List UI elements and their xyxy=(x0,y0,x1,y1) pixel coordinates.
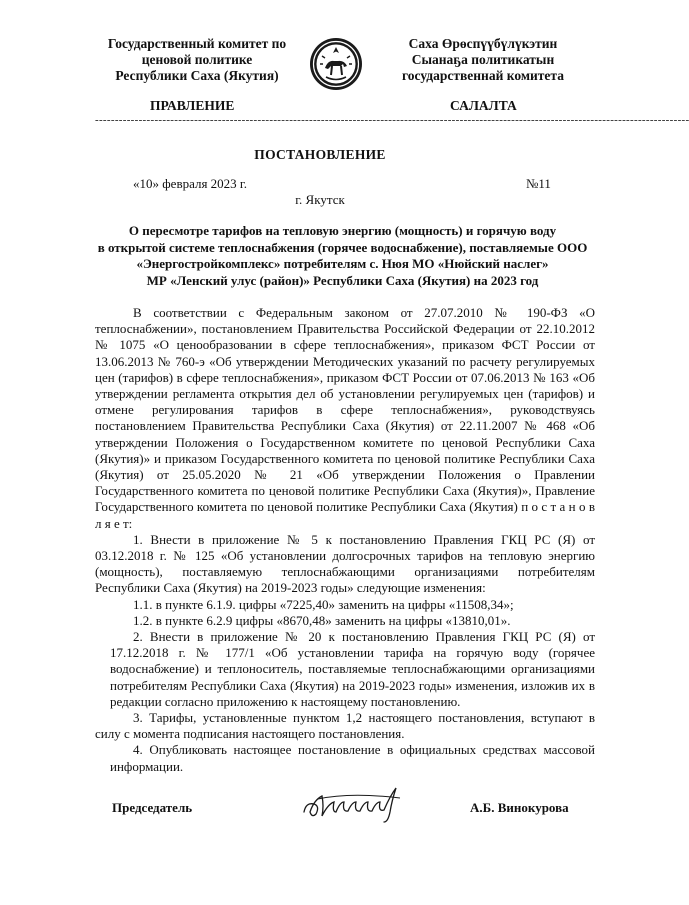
document-number: №11 xyxy=(526,176,551,191)
paragraph-2: 2. Внести в приложение № 20 к постановлению Правления ГКЦ РС (Я) от 17.12.2018 г. № 177/1 «Об установлении тарифа на горячую воду (горячее водоснабжение) и теплоноситель, поставляемые теплоснабжающими организациями потребителям Республики Саха (Якутия) на 2019-2023 годы» изменения, изложив их в редакции согласно приложению к настоящему постановлению. xyxy=(110,629,595,709)
paragraph-1-2: 1.2. в пункте 6.2.9 цифры «8670,48» заменить на цифры «13810,01». xyxy=(133,612,511,628)
header-right-line3: государственнай комитета xyxy=(402,68,564,83)
signatory-name: А.Б. Винокурова xyxy=(470,800,569,815)
paragraph-3: 3. Тарифы, установленные пунктом 1,2 настоящего постановления, вступают в силу с момента подписания настоящего постановления. xyxy=(95,710,595,742)
subject-line2: в открытой системе теплоснабжения (горячее водоснабжение), поставляемые ООО xyxy=(97,239,588,255)
header-left-org xyxy=(92,36,302,84)
header-right-org xyxy=(378,36,588,84)
header-left-line1: Государственный комитет по xyxy=(107,36,287,51)
coat-of-arms-icon xyxy=(308,36,364,92)
document-title: ПОСТАНОВЛЕНИЕ xyxy=(254,147,386,162)
header-right-line2: Сыанаҕа политикатын xyxy=(411,52,555,67)
document-subject xyxy=(95,223,590,289)
header-left-line2: ценовой политике xyxy=(141,52,253,67)
paragraph-1-1: 1.1. в пункте 6.1.9. цифры «7225,40» заменить на цифры «11508,34»; xyxy=(133,596,514,612)
subject-line1: О пересмотре тарифов на тепловую энергию (мощность) и горячую воду xyxy=(128,223,557,238)
dept-left-label: ПРАВЛЕНИЕ xyxy=(150,98,235,113)
header-separator: ------------------------------------------------------------------------------------------------------------------------------------------------------ xyxy=(95,114,689,126)
document-city: г. Якутск xyxy=(295,192,345,207)
paragraph-preamble: В соответствии с Федеральным законом от 27.07.2010 № 190-ФЗ «О теплоснабжении», постановлением Правительства Российской Федерации от 22.10.2012 № 1075 «О ценообразовании в сфере теплоснабжения», приказом ФСТ России от 13.06.2013 № 760-э «Об утверждении Методических указаний по расчету регулируемых цен (тарифов) в сфере теплоснабжения», приказом ФСТ России от 07.06.2013 № 163 «Об утверждении регламента открытия дел об установлении регулируемых цен (тарифов) и отмене регулирования тарифов в сфере теплоснабжения», руководствуясь постановлением Правительства Республики Саха (Якутия) от 22.11.2007 № 468 «Об утверждении Положения о Государственном комитете по ценовой Республики Саха (Якутия)» и приказом Государственного комитета по ценовой политике Республики Саха (Якутия) от 25.05.2020 № 21 «Об утверждении Положения о Правлении Государственного комитета по ценовой политике Республики Саха (Якутия)», Правление Государственного комитета по ценовой политике Республики Саха (Якутия) п о с т а н о в л я е т: xyxy=(95,305,595,531)
header-left-line3: Республики Саха (Якутия) xyxy=(115,68,279,83)
subject-line4: МР «Ленский улус (район)» Республики Саха (Якутия) на 2023 год xyxy=(146,272,539,288)
document-date: «10» февраля 2023 г. xyxy=(133,176,248,191)
subject-line3: «Энергостройкомплекс» потребителям с. Нюя МО «Нюйский наслег» xyxy=(136,256,549,271)
document-body xyxy=(95,305,595,775)
handwritten-signature-icon xyxy=(300,782,415,824)
header-right-line1: Саха Өрөспүүбүлүкэтин xyxy=(408,36,558,51)
dept-right-label: САЛАЛТА xyxy=(450,98,517,113)
paragraph-4: 4. Опубликовать настоящее постановление в официальных средствах массовой информации. xyxy=(110,742,595,774)
signatory-title: Председатель xyxy=(112,800,193,815)
paragraph-1: 1. Внести в приложение № 5 к постановлению Правления ГКЦ РС (Я) от 03.12.2018 г. № 125 «Об установлении долгосрочных тарифов на тепловую энергию (мощность), поставляемую теплоснабжающими организациями потребителям Республики Саха (Якутия) на 2019-2023 годы» следующие изменения: xyxy=(95,531,595,596)
